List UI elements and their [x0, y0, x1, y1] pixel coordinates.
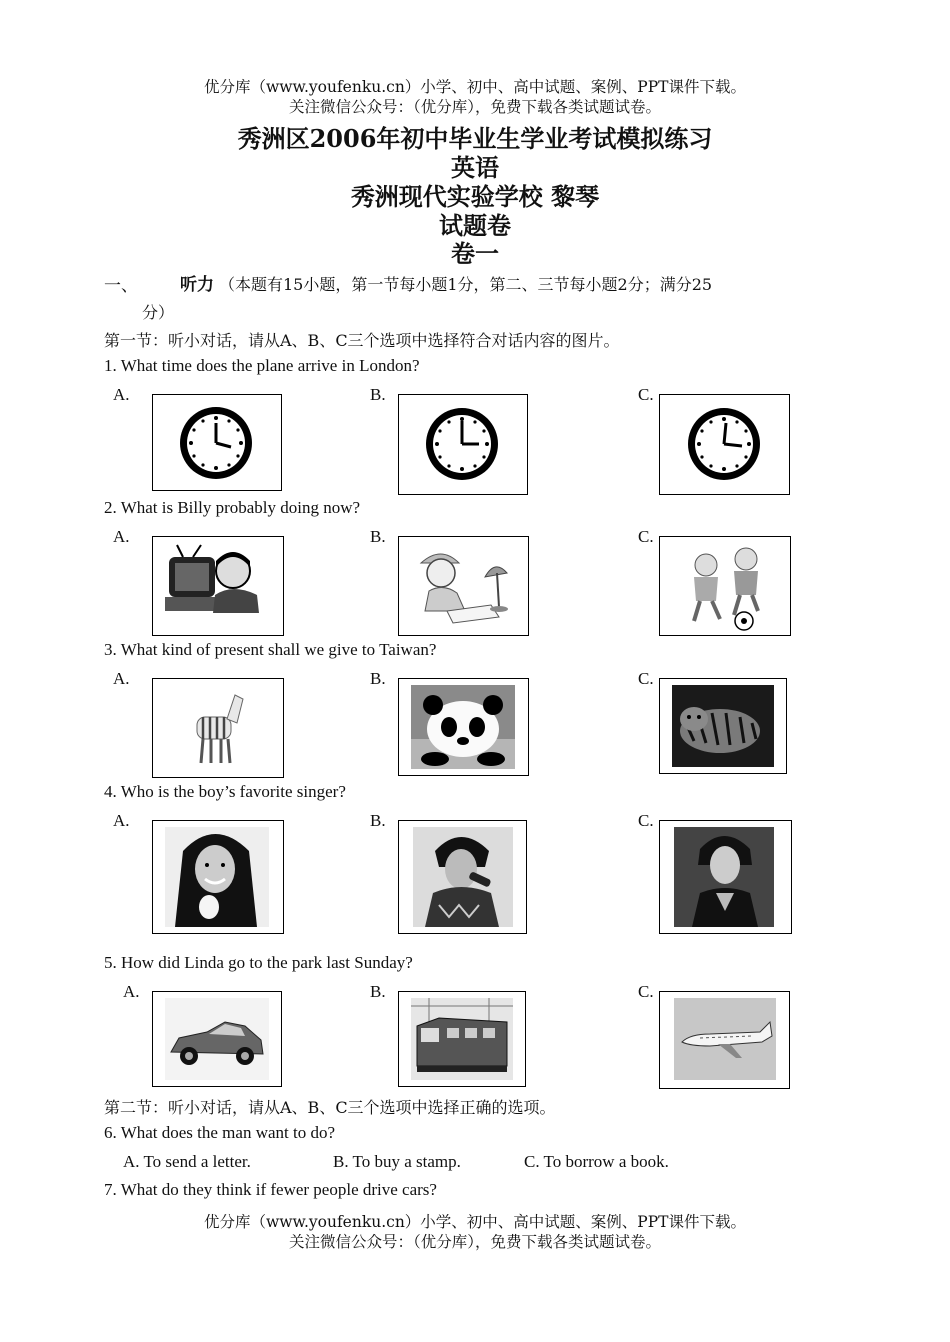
q3-option-c-image: [659, 678, 787, 774]
q5-option-a-label: A.: [123, 982, 140, 1001]
female-singer-photo: [660, 821, 790, 932]
q5-option-a-image: [152, 991, 282, 1087]
q1-option-c-label: C.: [638, 385, 654, 404]
q1-option-c-image: [659, 394, 790, 495]
boys-playing-football-icon: [660, 537, 789, 634]
q1-option-a-label: A.: [113, 385, 130, 404]
boy-studying-icon: [399, 537, 527, 634]
volume-title: 卷一: [451, 239, 499, 268]
panda-icon: [399, 679, 527, 774]
paper-title: 试题卷: [439, 211, 511, 240]
main-title: 秀洲区2006年初中毕业生学业考试模拟练习: [237, 124, 713, 153]
q4-option-c-label: C.: [638, 811, 654, 830]
footer-line-1: 优分库（www.youfenku.cn）小学、初中、高中试题、案例、PPT课件下载。: [203, 1213, 747, 1231]
q6-option-a: A. To send a letter.: [123, 1152, 251, 1171]
q3-option-a-label: A.: [113, 669, 130, 688]
q2-option-b-label: B.: [370, 527, 386, 546]
q5-option-c-image: [659, 991, 790, 1089]
q2-option-b-image: [398, 536, 529, 636]
q4-option-c-image: [659, 820, 792, 934]
q2-option-c-label: C.: [638, 527, 654, 546]
question-4: 4. Who is the boy’s favorite singer?: [104, 782, 346, 801]
q4-option-a-label: A.: [113, 811, 130, 830]
boy-watching-tv-icon: [153, 537, 282, 634]
question-6: 6. What does the man want to do?: [104, 1123, 336, 1142]
clock-icon: [399, 395, 526, 493]
q3-option-b-image: [398, 678, 529, 776]
header-line-1: 优分库（www.youfenku.cn）小学、初中、高中试题、案例、PPT课件下载。: [203, 78, 747, 96]
section-number: 一、: [104, 276, 138, 296]
q4-option-a-image: [152, 820, 284, 934]
part2-instruction: 第二节：听小对话，请从A、B、C三个选项中选择正确的选项。: [104, 1098, 556, 1117]
question-5: 5. How did Linda go to the park last Sunday?: [104, 953, 413, 972]
question-1: 1. What time does the plane arrive in London?: [104, 356, 420, 375]
q2-option-a-label: A.: [113, 527, 130, 546]
q5-option-b-label: B.: [370, 982, 386, 1001]
q5-option-b-image: [398, 991, 526, 1087]
subject-title: 英语: [451, 153, 499, 182]
zebra-icon: [153, 679, 282, 776]
female-singer-photo: [153, 821, 282, 932]
q4-option-b-label: B.: [370, 811, 386, 830]
q1-option-b-label: B.: [370, 385, 386, 404]
q3-option-b-label: B.: [370, 669, 386, 688]
car-icon: [153, 992, 280, 1085]
school-author: 秀洲现代实验学校 黎琴: [350, 182, 600, 211]
section-name: 听力: [180, 275, 214, 295]
plane-icon: [660, 992, 788, 1087]
header-line-2: 关注微信公众号：（优分库），免费下载各类试题试卷。: [288, 98, 661, 116]
tiger-icon: [660, 679, 785, 772]
question-3: 3. What kind of present shall we give to Taiwan?: [104, 640, 437, 659]
q4-option-b-image: [398, 820, 527, 934]
footer-line-2: 关注微信公众号：（优分库），免费下载各类试题试卷。: [288, 1233, 661, 1251]
q2-option-a-image: [152, 536, 284, 636]
q6-option-c: C. To borrow a book.: [524, 1152, 669, 1171]
q1-option-b-image: [398, 394, 528, 495]
q2-option-c-image: [659, 536, 791, 636]
q3-option-a-image: [152, 678, 284, 778]
q5-option-c-label: C.: [638, 982, 654, 1001]
train-icon: [399, 992, 524, 1085]
question-7: 7. What do they think if fewer people drive cars?: [104, 1180, 437, 1199]
q1-option-a-image: [152, 394, 282, 491]
clock-icon: [153, 395, 280, 489]
part1-instruction: 第一节：听小对话，请从A、B、C三个选项中选择符合对话内容的图片。: [104, 331, 620, 350]
section-description-cont: 分）: [142, 303, 175, 322]
clock-icon: [660, 395, 788, 493]
q3-option-c-label: C.: [638, 669, 654, 688]
section-description: （本题有15小题，第一节每小题1分，第二、三节每小题2分；满分25: [219, 275, 713, 294]
male-singer-photo: [399, 821, 525, 932]
q6-option-b: B. To buy a stamp.: [333, 1152, 461, 1171]
question-2: 2. What is Billy probably doing now?: [104, 498, 361, 517]
